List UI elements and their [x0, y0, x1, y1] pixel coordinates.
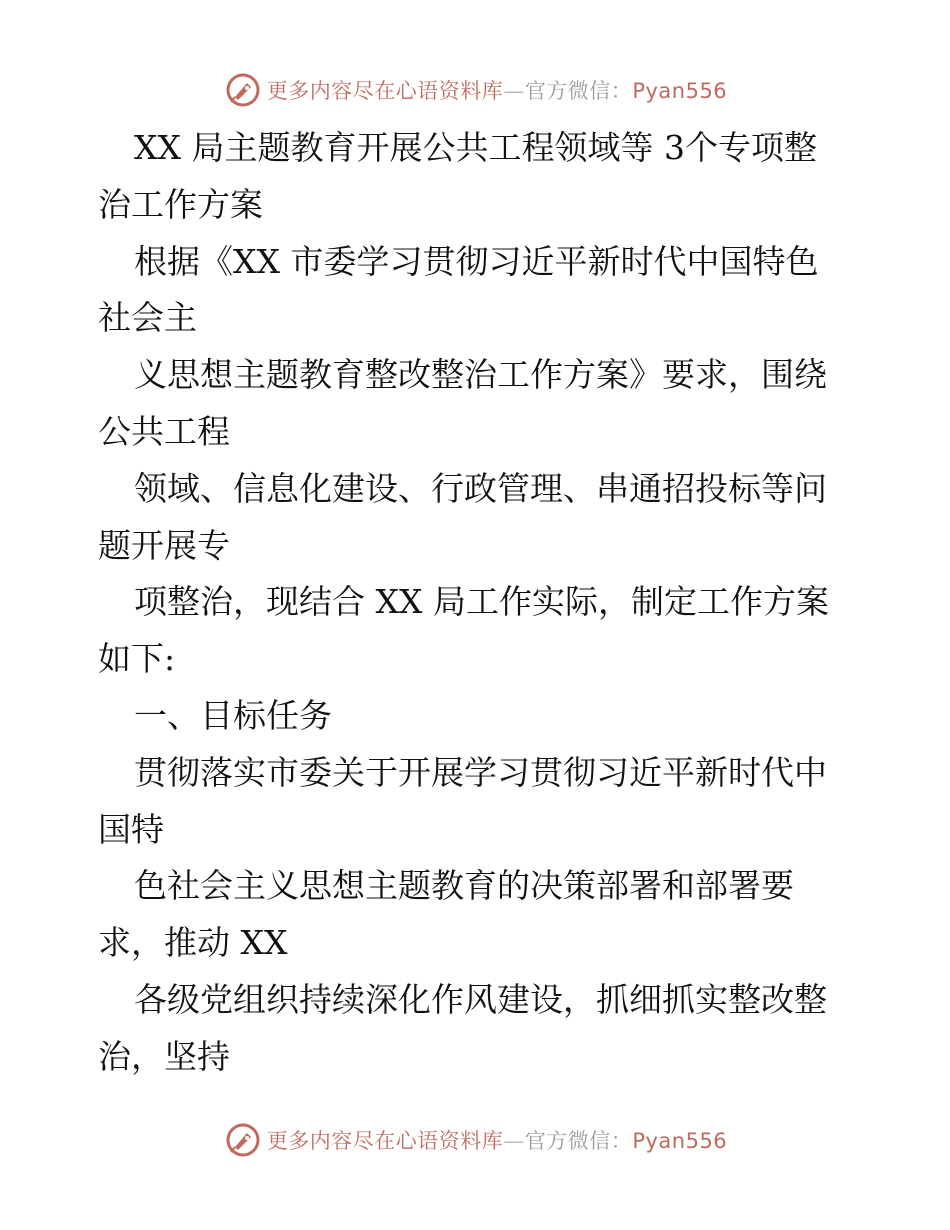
footer-banner-text [267, 1125, 727, 1155]
text-line: 一、目标任务 [134, 695, 332, 735]
header-wechat-label: 官方微信： [524, 79, 633, 103]
text-line: 各级党组织持续深化作风建设，抓细抓实整改整 [134, 979, 827, 1019]
text-line: 社会主 [98, 298, 197, 338]
header-separator: — [503, 79, 525, 103]
text-line: 领域、信息化建设、行政管理、串通招投标等问 [134, 468, 827, 508]
header-banner-text [267, 75, 727, 105]
text-line: 治工作方案 [98, 184, 263, 224]
text-line: 义思想主题教育整改整治工作方案》要求，围绕 [134, 355, 827, 395]
footer-separator: — [503, 1129, 525, 1153]
header-wechat-id: Pyan556 [632, 79, 728, 103]
text-line: 国特 [98, 809, 164, 849]
text-line: 公共工程 [98, 411, 230, 451]
header-watermark [0, 68, 950, 112]
text-line: 色社会主义思想主题教育的决策部署和部署要 [134, 866, 794, 906]
pen-nib-logo-icon [223, 70, 263, 110]
header-text-main: 更多内容尽在心语资料库 [266, 79, 504, 103]
text-line: 题开展专 [98, 525, 230, 565]
footer-wechat-label: 官方微信： [524, 1129, 633, 1153]
footer-wechat-id: Pyan556 [632, 1129, 728, 1153]
text-line: XX 局主题教育开展公共工程领域等 3个专项整 [134, 128, 817, 167]
text-line: 根据《XX 市委学习贯彻习近平新时代中国特色 [134, 241, 819, 281]
text-line: 项整治，现结合 XX 局工作实际，制定工作方案 [134, 582, 829, 622]
text-line: 如下: [98, 639, 176, 679]
footer-watermark [0, 1118, 950, 1162]
footer-text-main: 更多内容尽在心语资料库 [266, 1129, 504, 1153]
text-line: 贯彻落实市委关于开展学习贯彻习近平新时代中 [134, 752, 827, 792]
text-line: 治，坚持 [98, 1036, 230, 1076]
pen-nib-logo-icon [223, 1120, 263, 1160]
text-line: 求，推动 XX [98, 923, 288, 963]
document-body [98, 120, 878, 1086]
